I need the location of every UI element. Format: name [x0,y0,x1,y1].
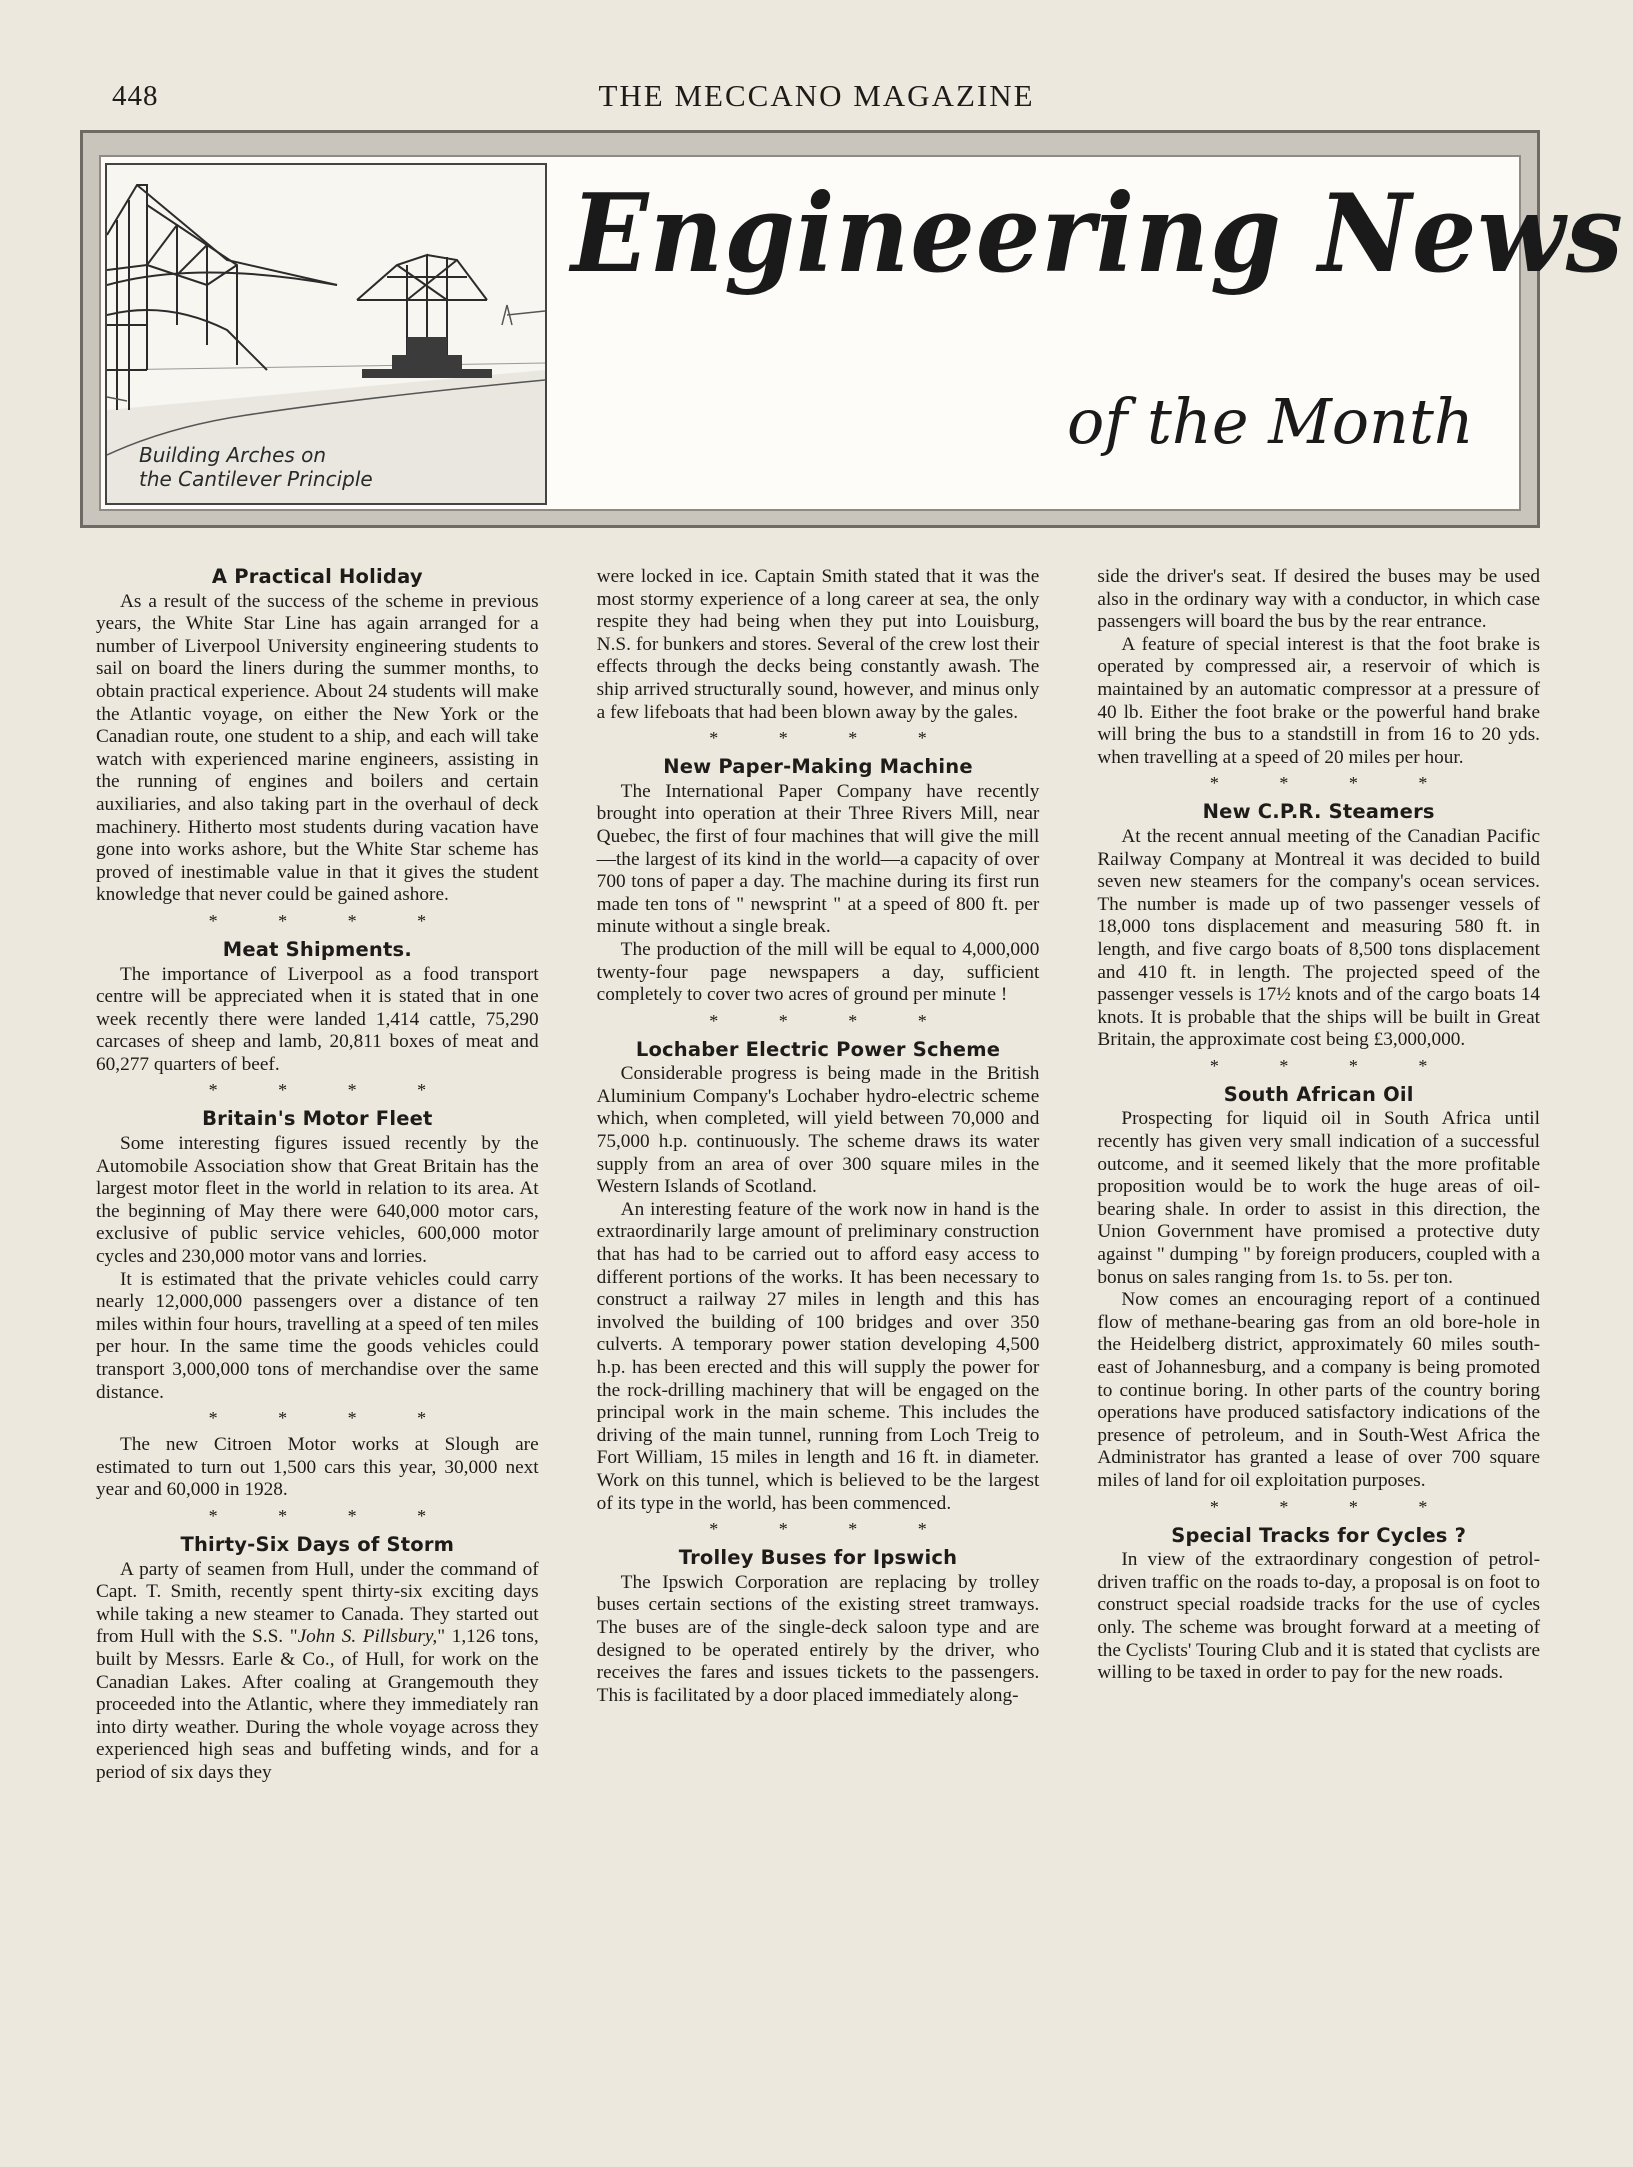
paragraph-continued: were locked in ice. Captain Smith stated that it was the most stormy experience of a long career at sea, the only respite they had being when they put into Louisburg, N.S. for bunkers and stores. Several of the crew lost their effects through the decks being constantly awash. The ship arrived structurally sound, however, and minus only a few lifeboats that had been blown away by the gales. [596,566,1040,723]
bridge-illustration [105,163,547,505]
magazine-title: THE MECCANO MAGAZINE [598,78,1035,113]
section-separator: * * * * [208,1080,455,1101]
paragraph: Some interesting figures issued recently by the Automobile Association show that Great Britain has the largest motor fleet in the world in relation to its area. At the beginning of May there were 640,000 motor cars, exclusive of public service vehicles, 600,000 motor cycles and 230,000 motor vans and lorries. [96,1133,539,1268]
paragraph: The Ipswich Corporation are replacing by trolley buses certain sections of the existing street tramways. The buses are of the single-deck saloon type and are designed to be operated entirely by the driver, who receives the fares and issues tickets to the passengers. This is facilitated by a door placed immediately along- [596,1571,1040,1706]
paragraph: At the recent annual meeting of the Canadian Pacific Railway Company at Montreal it was decided to build seven new steamers for the company's ocean services. The number is made up of two passenger vessels of 18,000 tons displacement and measuring 580 ft. in length, and five cargo boats of 8,500 tons displacement and 410 ft. in length. The projected speed of the passenger vessels is 17½ knots and of the cargo boats 14 knots. It is probable that the ships will be built in Great Britain, the approximate cost being £3,000,000. [1097,825,1541,1051]
paragraph [96,1559,539,1785]
paragraph: An interesting feature of the work now in hand is the extraordinarily large amount of preliminary construction that has had to be carried out to afford easy access to different portions of the works. It has been necessary to construct a railway 27 miles in length and this has involved the building of 100 bridges and over 350 culverts. A temporary power station developing 4,500 h.p. has been erected and this will supply the power for the rock-drilling machinery that will be engaged on the principal work in the main scheme. This includes the driving of the main tunnel, running from Loch Treig to Fort William, 15 miles in length and 16 ft. in diameter. Work on this tunnel, which is believed to be the largest of its type in the world, has been commenced. [596,1198,1040,1514]
banner-headline: Engineering News [571,171,1624,297]
article-columns [96,566,1540,2066]
article-heading-lochaber: Lochaber Electric Power Scheme [635,1037,1001,1061]
article-heading-meat-shipments: Meat Shipments. [222,937,412,961]
article-heading-cpr-steamers: New C.P.R. Steamers [1202,800,1435,824]
article-heading-south-african-oil: South African Oil [1223,1082,1414,1106]
article-banner [80,130,1624,528]
section-separator: * * * * [709,728,955,749]
article-heading-trolley-buses: Trolley Buses for Ipswich [678,1546,958,1570]
article-heading-practical-holiday: A Practical Holiday [211,565,423,588]
banner-subheadline: of the Month [1067,385,1474,458]
caption-line-1: Building Arches on [139,443,327,467]
paragraph: The new Citroen Motor works at Slough are estimated to turn out 1,500 cars this year, 30,000 next year and 60,000 in 1928. [96,1434,539,1501]
paragraph: A feature of special interest is that the foot brake is operated by compressed air, a reservoir of which is maintained by an automatic compressor at a pressure of 40 lb. Either the foot brake or the powerful hand brake will bring the bus to a standstill in from 16 to 20 yds. when travelling at a speed of 20 miles per hour. [1097,633,1541,768]
article-heading-paper-machine: New Paper-Making Machine [663,755,973,779]
illustration-caption [139,443,373,491]
section-separator: * * * * [1209,773,1456,794]
text-run: A party of seamen from Hull, under the command of Capt. T. Smith, recently spent thirty-six exciting days while taking a new steamer to Canada. They started out from Hull with the S.S. " [96,1558,539,1648]
section-separator: * * * * [208,1505,455,1526]
paragraph: The importance of Liverpool as a food transport centre will be appreciated when it is stated that in one week recently there were landed 1,414 cattle, 75,290 carcases of sheep and lamb, 20,811 boxes of meat and 60,277 quarters of beef. [96,963,539,1075]
column-1 [96,566,539,2066]
article-heading-thirty-six-days: Thirty-Six Days of Storm [180,1532,455,1556]
section-separator: * * * * [709,1519,955,1540]
section-separator: * * * * [709,1010,955,1031]
ship-name: John S. Pillsbury, [297,1626,438,1648]
text-run: " 1,126 tons, built by Messrs. Earle & Co., of Hull, for work on the Canadian Lakes. After coaling at Grangemouth they proceeded into the Atlantic, where they immediately ran into dirty weather. During the whole voyage across they experienced high seas and buffeting winds, and for a period of six days they [96,1626,539,1783]
paragraph: The production of the mill will be equal to 4,000,000 twenty-four page newspapers a day, sufficient completely to cover two acres of ground per minute ! [596,938,1040,1006]
caption-line-2: the Cantilever Principle [139,467,373,491]
article-heading-cycle-tracks: Special Tracks for Cycles ? [1171,1523,1467,1547]
section-separator: * * * * [208,1408,455,1429]
paragraph: Prospecting for liquid oil in South Africa until recently has given very small indication of a successful outcome, and it seemed likely that the more profitable proposition would be to work the huge areas of oil-bearing shale. In order to assist in this direction, the Union Government have promised a protective duty against " dumping " by foreign producers, coupled with a bonus on sales ranging from 1s. to 5s. per ton. [1097,1108,1541,1288]
paragraph: As a result of the success of the scheme in previous years, the White Star Line has again arranged for a number of Liverpool University engineering students to sail on board the liners during the summer months, to obtain practical experience. About 24 students will make the Atlantic voyage, on either the New York or the Canadian route, one student to a ship, and each will take watch with experienced marine engineers, assisting in the running of engines and boilers and certain auxiliaries, and also taking part in the overhaul of deck machinery. Hitherto most students during vacation have gone into works ashore, but the White Star scheme has proved of inestimable value in that it gives the student knowledge that never could be gained ashore. [96,590,539,906]
paragraph-continued: side the driver's seat. If desired the buses may be used also in the ordinary way with a conductor, in which case passengers will board the bus by the rear entrance. [1097,566,1541,633]
article-heading-motor-fleet: Britain's Motor Fleet [202,1107,433,1131]
section-separator: * * * * [208,910,455,931]
paragraph: It is estimated that the private vehicles could carry nearly 12,000,000 passengers over a distance of ten miles within four hours, travelling at a speed of ten miles per hour. In the same time the goods vehicles could transport 3,000,000 tons of merchandise over the same distance. [96,1268,539,1403]
banner-frame [99,155,1624,511]
paragraph: In view of the extraordinary congestion of petrol-driven traffic on the roads to-day, a proposal is on foot to construct special roadside tracks for the use of cycles only. The scheme was brought forward at a meeting of the Cyclists' Touring Club and it is stated that cyclists are willing to be taxed in order to pay for the new roads. [1097,1549,1541,1684]
page-number: 448 [112,80,159,112]
section-separator: * * * * [1209,1055,1456,1076]
paragraph: Now comes an encouraging report of a continued flow of methane-bearing gas from an old bore-hole in the Heidelberg district, approximately 60 miles south-east of Johannesburg, and a company is being promoted to continue boring. In other parts of the country boring operations have produced satisfactory indications of the presence of petroleum, and in South-West Africa the Administrator has granted a lease of over 700 square miles of land for oil exploitation purposes. [1097,1289,1541,1491]
paragraph: Considerable progress is being made in the British Aluminium Company's Lochaber hydro-electric scheme which, when completed, will yield between 70,000 and 75,000 h.p. continuously. The scheme draws its water supply from an area of over 300 square miles in the Western Islands of Scotland. [596,1063,1040,1198]
paragraph: The International Paper Company have recently brought into operation at their Three Rivers Mill, near Quebec, the first of four machines that will give the mill—the largest of its kind in the world—a capacity of over 700 tons of paper a day. The machine during its first run made ten tons of " newsprint " at a speed of 800 ft. per minute without a single break. [596,780,1040,938]
column-3 [1097,566,1540,2066]
column-2 [597,566,1040,2066]
section-separator: * * * * [1209,1496,1456,1517]
